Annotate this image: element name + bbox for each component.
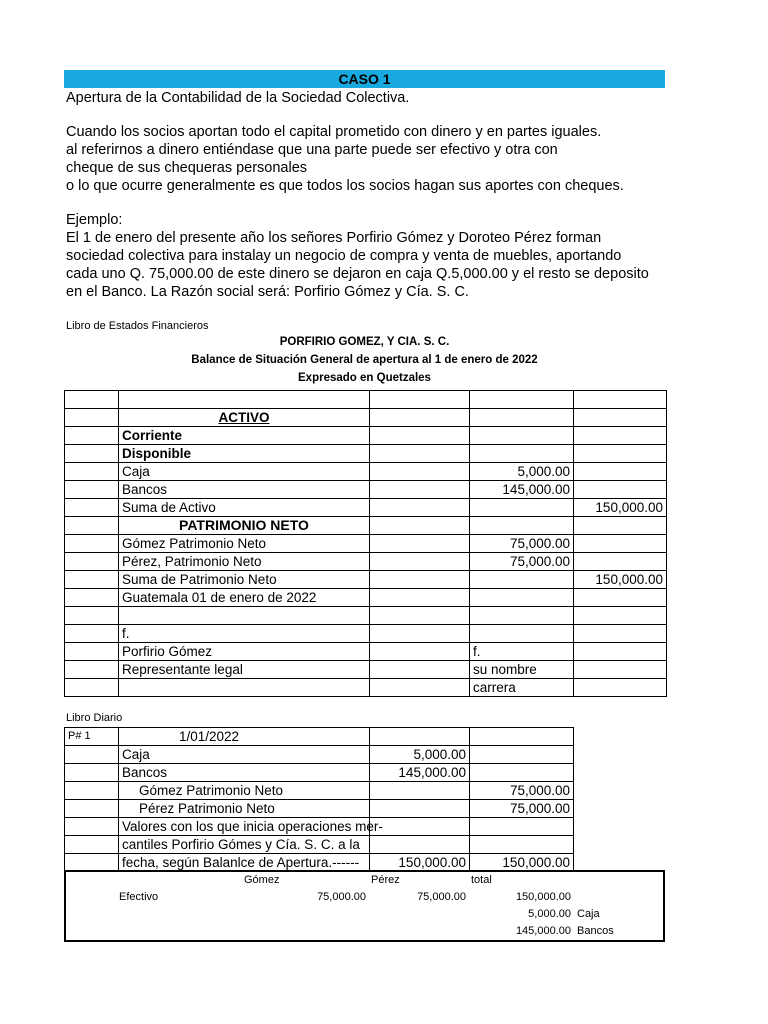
- case-title: CASO 1: [338, 71, 391, 87]
- signer-name: Porfirio Gómez: [119, 643, 370, 661]
- activo-heading: ACTIVO: [119, 409, 370, 427]
- summary-header-gomez: Gómez: [244, 874, 280, 886]
- patrimonio-heading: PATRIMONIO NETO: [119, 517, 370, 535]
- corriente-label: Corriente: [119, 427, 370, 445]
- summary-caja-label: Caja: [577, 908, 600, 920]
- currency-note: Expresado en Quetzales: [298, 372, 431, 384]
- summary-header-perez: Pérez: [371, 874, 400, 886]
- journal-bancos-debe: 145,000.00: [370, 764, 470, 782]
- journal-date: 1/01/2022: [119, 728, 370, 746]
- company-name: PORFIRIO GOMEZ, Y CIA. S. C.: [279, 336, 450, 348]
- table-row: [65, 746, 574, 764]
- perez-value: 75,000.00: [470, 553, 574, 571]
- carrera: carrera: [470, 679, 574, 697]
- gomez-label: Gómez Patrimonio Neto: [119, 535, 370, 553]
- bancos-label: Bancos: [119, 481, 370, 499]
- place-date: Guatemala 01 de enero de 2022: [119, 589, 370, 607]
- intro-line: El 1 de enero del presente año los señores Porfirio Gómez y Doroteo Pérez forman: [66, 230, 602, 246]
- table-row: [65, 517, 667, 535]
- table-row: [65, 728, 574, 746]
- journal-desc-2: cantiles Porfirio Gómes y Cía. S. C. a la: [119, 836, 370, 854]
- signer-role: Representante legal: [119, 661, 370, 679]
- partida-number: P# 1: [65, 728, 119, 746]
- summary-caja-amount: 5,000.00: [528, 908, 571, 920]
- summary-efectivo-label: Efectivo: [119, 891, 159, 903]
- table-row: [65, 625, 667, 643]
- table-row: [65, 427, 667, 445]
- suma-activo-value: 150,000.00: [574, 499, 667, 517]
- suma-pat-value: 150,000.00: [574, 571, 667, 589]
- journal-table: [64, 727, 574, 872]
- table-row: [65, 607, 667, 625]
- libro-estados-label: Libro de Estados Financieros: [66, 320, 209, 332]
- journal-perez-haber: 75,000.00: [470, 800, 574, 818]
- table-row: [65, 661, 667, 679]
- journal-gomez: Gómez Patrimonio Neto: [119, 782, 370, 800]
- balance-title: Balance de Situación General de apertura al 1 de enero de 2022: [191, 354, 538, 366]
- table-row: [65, 818, 574, 836]
- perez-label: Pérez, Patrimonio Neto: [119, 553, 370, 571]
- caja-value: 5,000.00: [470, 463, 574, 481]
- table-row: [65, 463, 667, 481]
- journal-caja-debe: 5,000.00: [370, 746, 470, 764]
- journal-caja: Caja: [119, 746, 370, 764]
- intro-line: Cuando los socios aportan todo el capital prometido con dinero y en partes iguales.: [66, 124, 602, 140]
- table-row: [65, 589, 667, 607]
- journal-bancos: Bancos: [119, 764, 370, 782]
- intro-line: cheque de sus chequeras personales: [66, 160, 308, 176]
- table-row: [65, 391, 667, 409]
- signature-left: f.: [119, 625, 370, 643]
- libro-diario-label: Libro Diario: [66, 712, 123, 724]
- table-row: [65, 481, 667, 499]
- intro-line: sociedad colectiva para instalay un negocio de compra y venta de muebles, aportando: [66, 248, 622, 264]
- journal-gomez-haber: 75,000.00: [470, 782, 574, 800]
- case-title-banner: [64, 70, 665, 88]
- suma-pat-label: Suma de Patrimonio Neto: [119, 571, 370, 589]
- intro-line: o lo que ocurre generalmente es que todos los socios hagan sus aportes con cheques.: [66, 178, 624, 194]
- table-row: [65, 800, 574, 818]
- summary-gomez-value: 75,000.00: [317, 891, 366, 903]
- gomez-value: 75,000.00: [470, 535, 574, 553]
- balance-sheet-table: [64, 390, 667, 697]
- table-row: [65, 643, 667, 661]
- intro-line: al referirnos a dinero entiéndase que una parte puede ser efectivo y otra con: [66, 142, 558, 158]
- intro-line: cada uno Q. 75,000.00 de este dinero se dejaron en caja Q.5,000.00 y el resto se deposito: [66, 266, 649, 282]
- summary-bancos-amount: 145,000.00: [515, 925, 571, 937]
- table-row: [65, 782, 574, 800]
- summary-bancos-label: Bancos: [577, 925, 614, 937]
- table-row: [65, 854, 574, 872]
- summary-header-total: total: [471, 874, 492, 886]
- journal-desc-3: fecha, según Balanlce de Apertura.------: [119, 854, 370, 872]
- contributions-summary: [64, 870, 665, 942]
- table-row: [65, 764, 574, 782]
- table-row: [65, 445, 667, 463]
- journal-total-debe: 150,000.00: [370, 854, 470, 872]
- table-row: [65, 836, 574, 854]
- bancos-value: 145,000.00: [470, 481, 574, 499]
- disponible-label: Disponible: [119, 445, 370, 463]
- caja-label: Caja: [119, 463, 370, 481]
- summary-perez-value: 75,000.00: [417, 891, 466, 903]
- table-row: [65, 679, 667, 697]
- intro-line: Ejemplo:: [66, 212, 123, 228]
- table-row: [65, 499, 667, 517]
- journal-total-haber: 150,000.00: [470, 854, 574, 872]
- suma-activo-label: Suma de Activo: [119, 499, 370, 517]
- table-row: [65, 535, 667, 553]
- table-row: [65, 409, 667, 427]
- intro-line: en el Banco. La Razón social será: Porfirio Gómez y Cía. S. C.: [66, 284, 469, 300]
- journal-perez: Pérez Patrimonio Neto: [119, 800, 370, 818]
- signature-right: f.: [470, 643, 574, 661]
- journal-desc-1: Valores con los que inicia operaciones mer-: [119, 818, 370, 836]
- su-nombre: su nombre: [470, 661, 574, 679]
- intro-line: Apertura de la Contabilidad de la Sociedad Colectiva.: [66, 90, 410, 106]
- table-row: [65, 553, 667, 571]
- summary-total-value: 150,000.00: [515, 891, 571, 903]
- table-row: [65, 571, 667, 589]
